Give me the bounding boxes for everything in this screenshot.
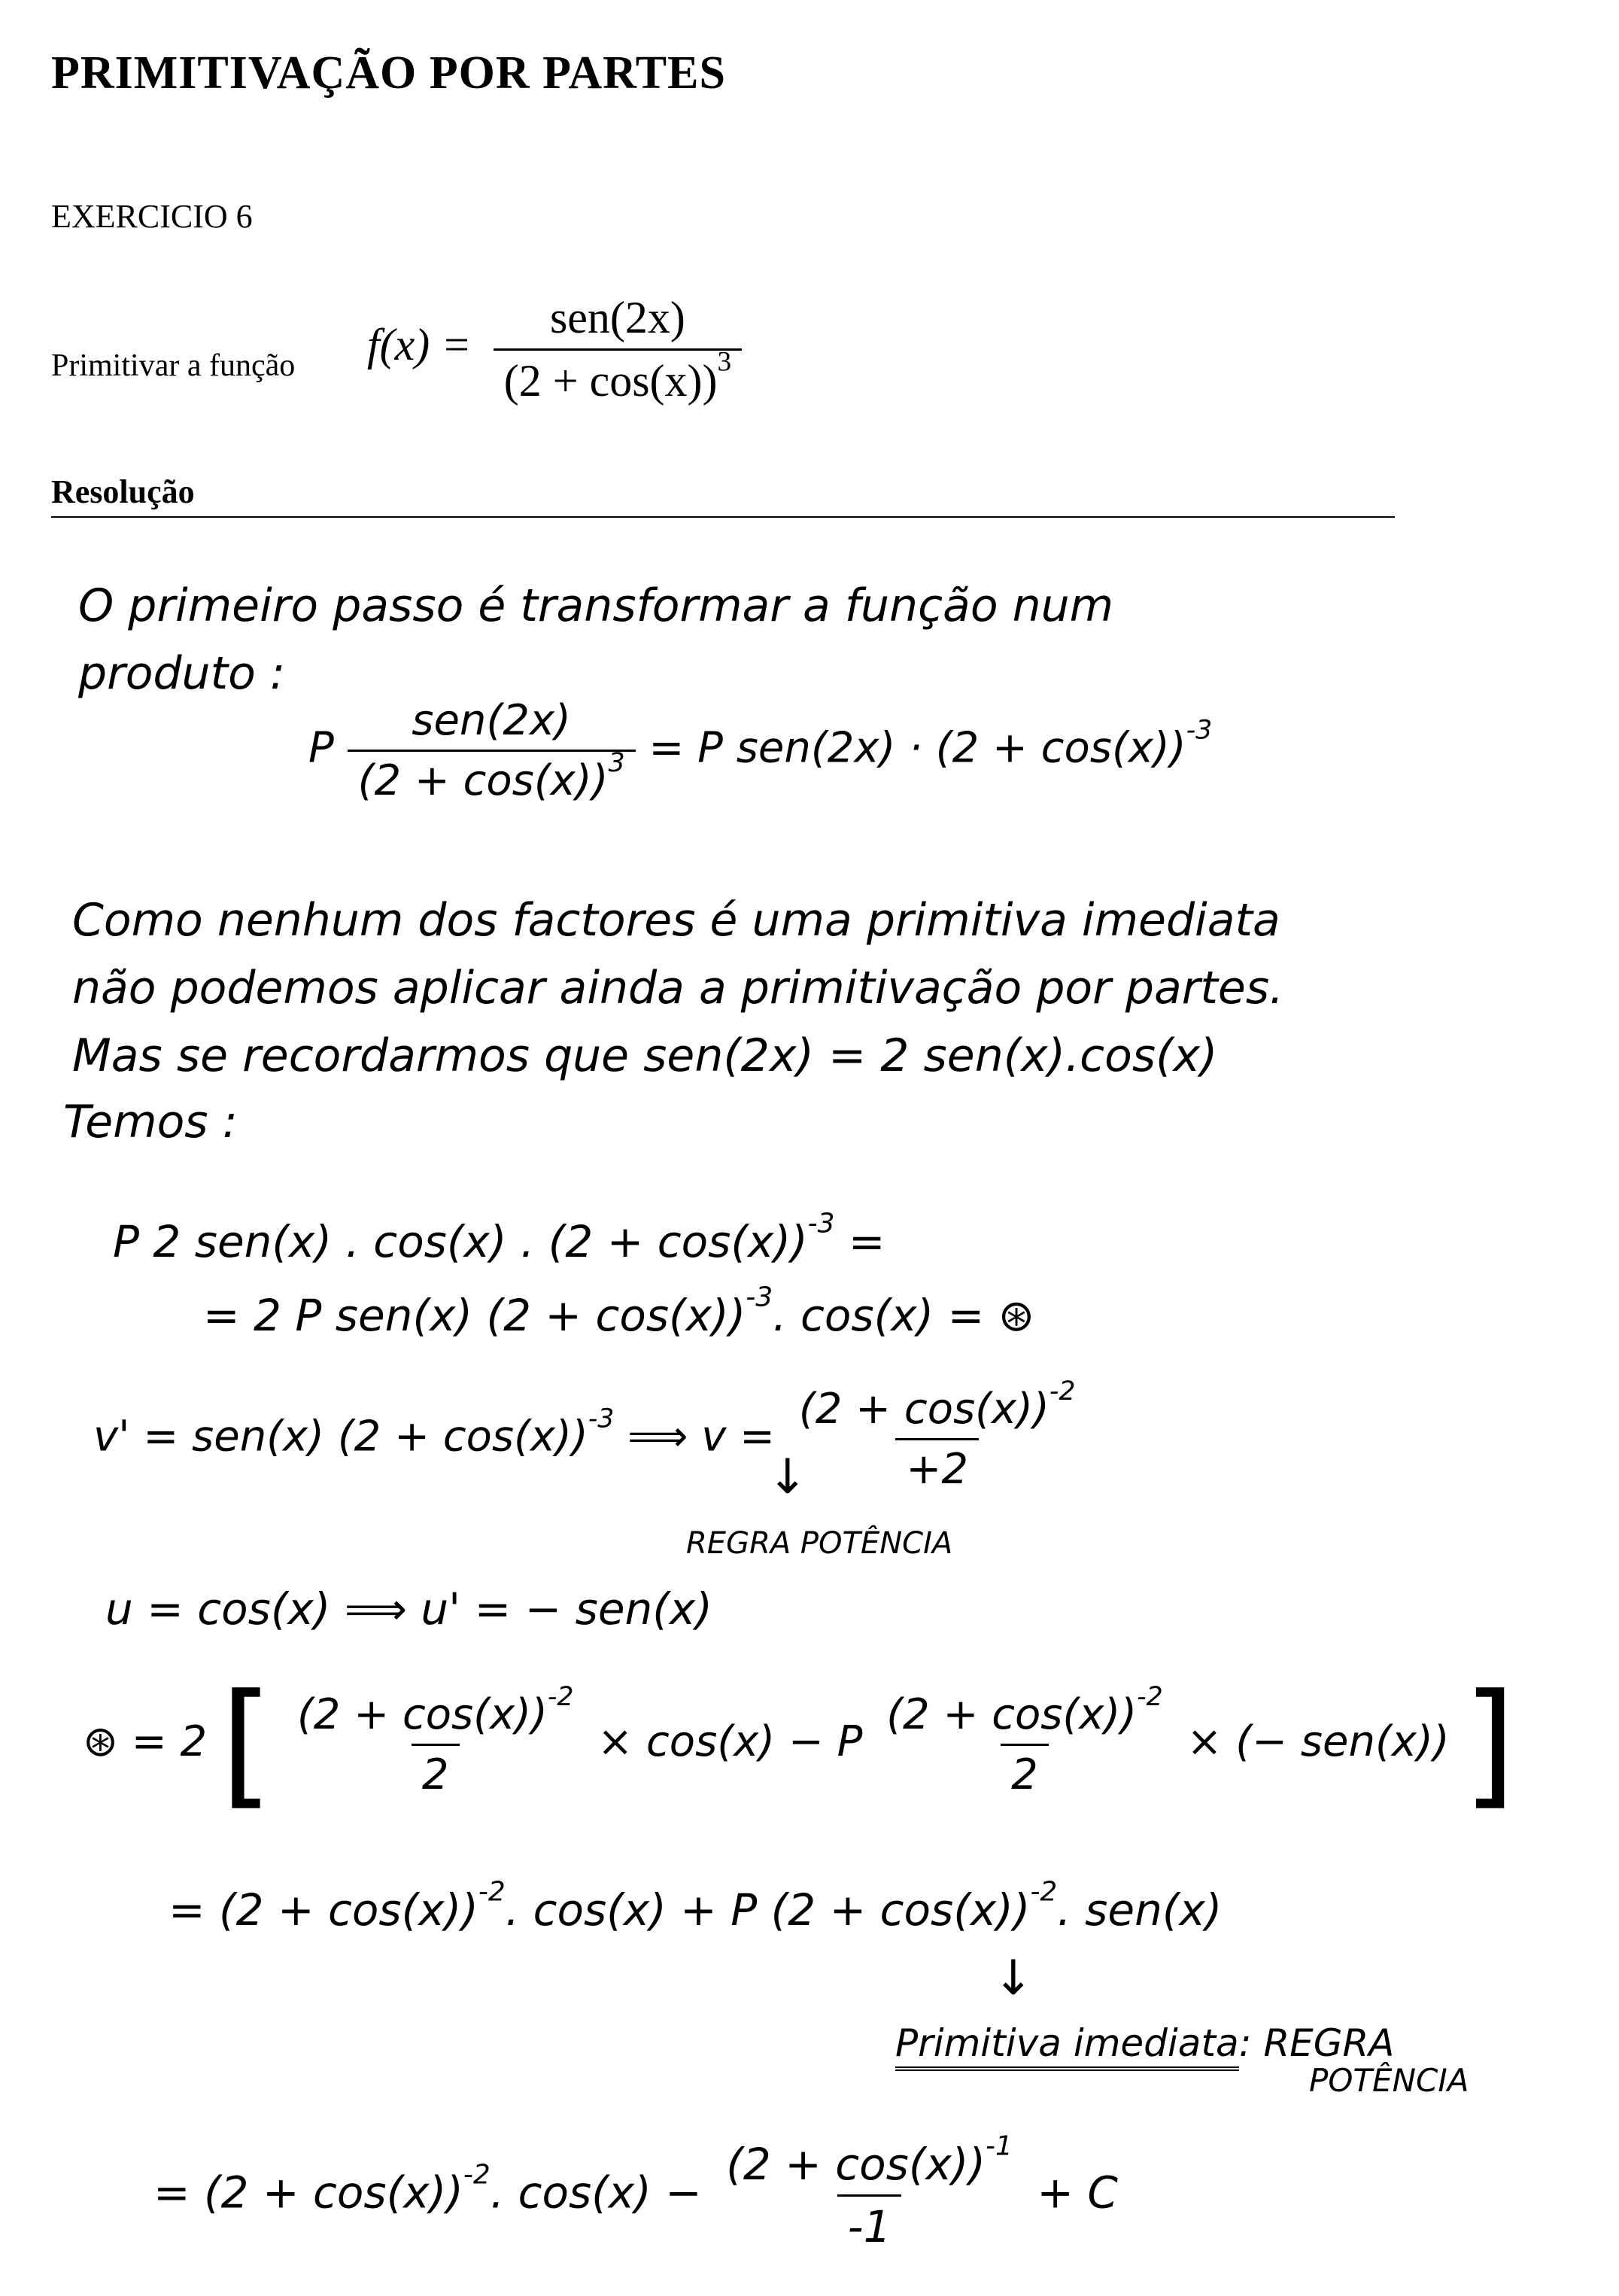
equation-star: ⊛ = 2 [83, 1717, 208, 1767]
fraction-numerator [876, 1681, 1174, 1744]
fraction-numerator: sen(2x) [412, 696, 571, 745]
equation-tail: . cos(x) = ⊛ [773, 1290, 1035, 1341]
handwritten-line: Como nenhum dos factores é uma primitiva imediata [72, 894, 1280, 947]
fraction-numerator [287, 1681, 585, 1744]
exponent: -1 [986, 2130, 1013, 2162]
annotation-regra-potencia: REGRA POTÊNCIA [686, 1526, 953, 1561]
equation-part: = (2 + cos(x)) [169, 1884, 478, 1936]
annotation-potencia: POTÊNCIA [1309, 2062, 1469, 2099]
equation-u: u = cos(x) ⟹ u' = − sen(x) [105, 1583, 712, 1635]
resolucao-heading: Resolução [51, 473, 195, 510]
open-bracket: [ [220, 1665, 274, 1823]
formula-lhs: f(x) = [367, 320, 472, 370]
handwritten-line: não podemos aplicar ainda a primitivação por partes. [72, 962, 1284, 1014]
numerator-base: (2 + cos(x)) [798, 1385, 1049, 1434]
exponent: -3 [807, 1208, 835, 1239]
handwritten-line: O primeiro passo é transformar a função num [78, 579, 1114, 632]
statement-formula [367, 292, 742, 407]
formula-numerator: sen(2x) [549, 293, 685, 342]
equation-2 [113, 1208, 885, 1267]
equals-sign: = [649, 723, 685, 773]
equation-lhs: v' = sen(x) (2 + cos(x)) [93, 1412, 588, 1461]
equation-fraction [715, 2130, 1023, 2252]
equation-7 [169, 1876, 1223, 1936]
fraction-denominator: +2 [895, 1438, 979, 1494]
formula-fraction [494, 292, 742, 407]
exponent: -3 [588, 1403, 615, 1434]
handwritten-line: Temos : [63, 1096, 238, 1148]
exponent: -2 [1137, 1681, 1163, 1712]
exponent: 3 [608, 747, 625, 778]
statement-label: Primitivar a função [51, 348, 296, 383]
equation-3 [203, 1282, 1035, 1341]
equation-part: . cos(x) + P (2 + cos(x)) [505, 1884, 1031, 1936]
equation-middle: × (− sen(x)) [1186, 1717, 1450, 1767]
primitive-symbol: P [308, 723, 334, 773]
annotation-colon-regra: : REGRA [1238, 2021, 1395, 2065]
fraction-denominator: -1 [837, 2194, 902, 2252]
down-arrow-icon: ↓ [993, 1951, 1034, 2006]
integration-constant: + C [1037, 2167, 1118, 2218]
numerator-base: (2 + cos(x)) [296, 1689, 548, 1739]
equation-part: = (2 + cos(x)) [153, 2167, 463, 2218]
equation-fraction [788, 1376, 1086, 1494]
exponent: -2 [478, 1876, 506, 1908]
equation-fraction [287, 1681, 585, 1799]
numerator-base: (2 + cos(x)) [726, 2139, 986, 2190]
close-bracket: ] [1463, 1665, 1516, 1823]
formula-denominator [494, 348, 742, 407]
equation-fraction [348, 696, 636, 805]
equation-part: . cos(x) − [490, 2167, 702, 2218]
down-arrow-icon: ↓ [767, 1449, 808, 1505]
equation-text: = 2 P sen(x) (2 + cos(x)) [203, 1290, 746, 1341]
exponent: -2 [547, 1681, 574, 1712]
fraction-denominator [348, 747, 636, 805]
exponent: -2 [1049, 1376, 1076, 1406]
equation-middle: × cos(x) − P [597, 1717, 863, 1767]
numerator-base: (2 + cos(x)) [886, 1689, 1138, 1739]
annotation-underlined: Primitiva imediata [895, 2021, 1239, 2071]
exponent: -3 [1186, 715, 1213, 746]
equation-text: P 2 sen(x) . cos(x) . (2 + cos(x)) [113, 1216, 808, 1267]
fraction-denominator: 2 [412, 1744, 460, 1799]
fraction-denominator: 2 [1001, 1744, 1049, 1799]
equation-final [153, 2130, 1118, 2252]
denominator-base: (2 + cos(x)) [503, 356, 718, 406]
exponent: -3 [746, 1282, 773, 1313]
equation-parts [83, 1665, 1516, 1823]
equation-part: . sen(x) [1057, 1884, 1223, 1936]
exercise-number: EXERCICIO 6 [51, 198, 253, 235]
exponent: -2 [463, 2159, 491, 2191]
equation-fraction [876, 1681, 1174, 1799]
denominator-exponent: 3 [717, 346, 732, 378]
heading-divider [51, 516, 1395, 518]
exponent: -2 [1030, 1876, 1058, 1908]
handwritten-line: produto : [78, 647, 286, 700]
fraction-numerator [788, 1376, 1086, 1438]
equation-1 [308, 696, 1212, 805]
implies-arrow: ⟹ v = [614, 1412, 788, 1461]
equation-v-prime [93, 1376, 1086, 1494]
fraction-numerator [715, 2130, 1023, 2194]
page-title: PRIMITIVAÇÃO POR PARTES [51, 47, 726, 99]
handwritten-line: Mas se recordarmos que sen(2x) = 2 sen(x).cos(x) [72, 1029, 1218, 1082]
annotation-primitiva-imediata [895, 2021, 1394, 2065]
denominator-base: (2 + cos(x)) [357, 756, 609, 805]
equation-rhs: P sen(2x) · (2 + cos(x)) [697, 723, 1186, 773]
equation-tail: = [834, 1216, 885, 1267]
